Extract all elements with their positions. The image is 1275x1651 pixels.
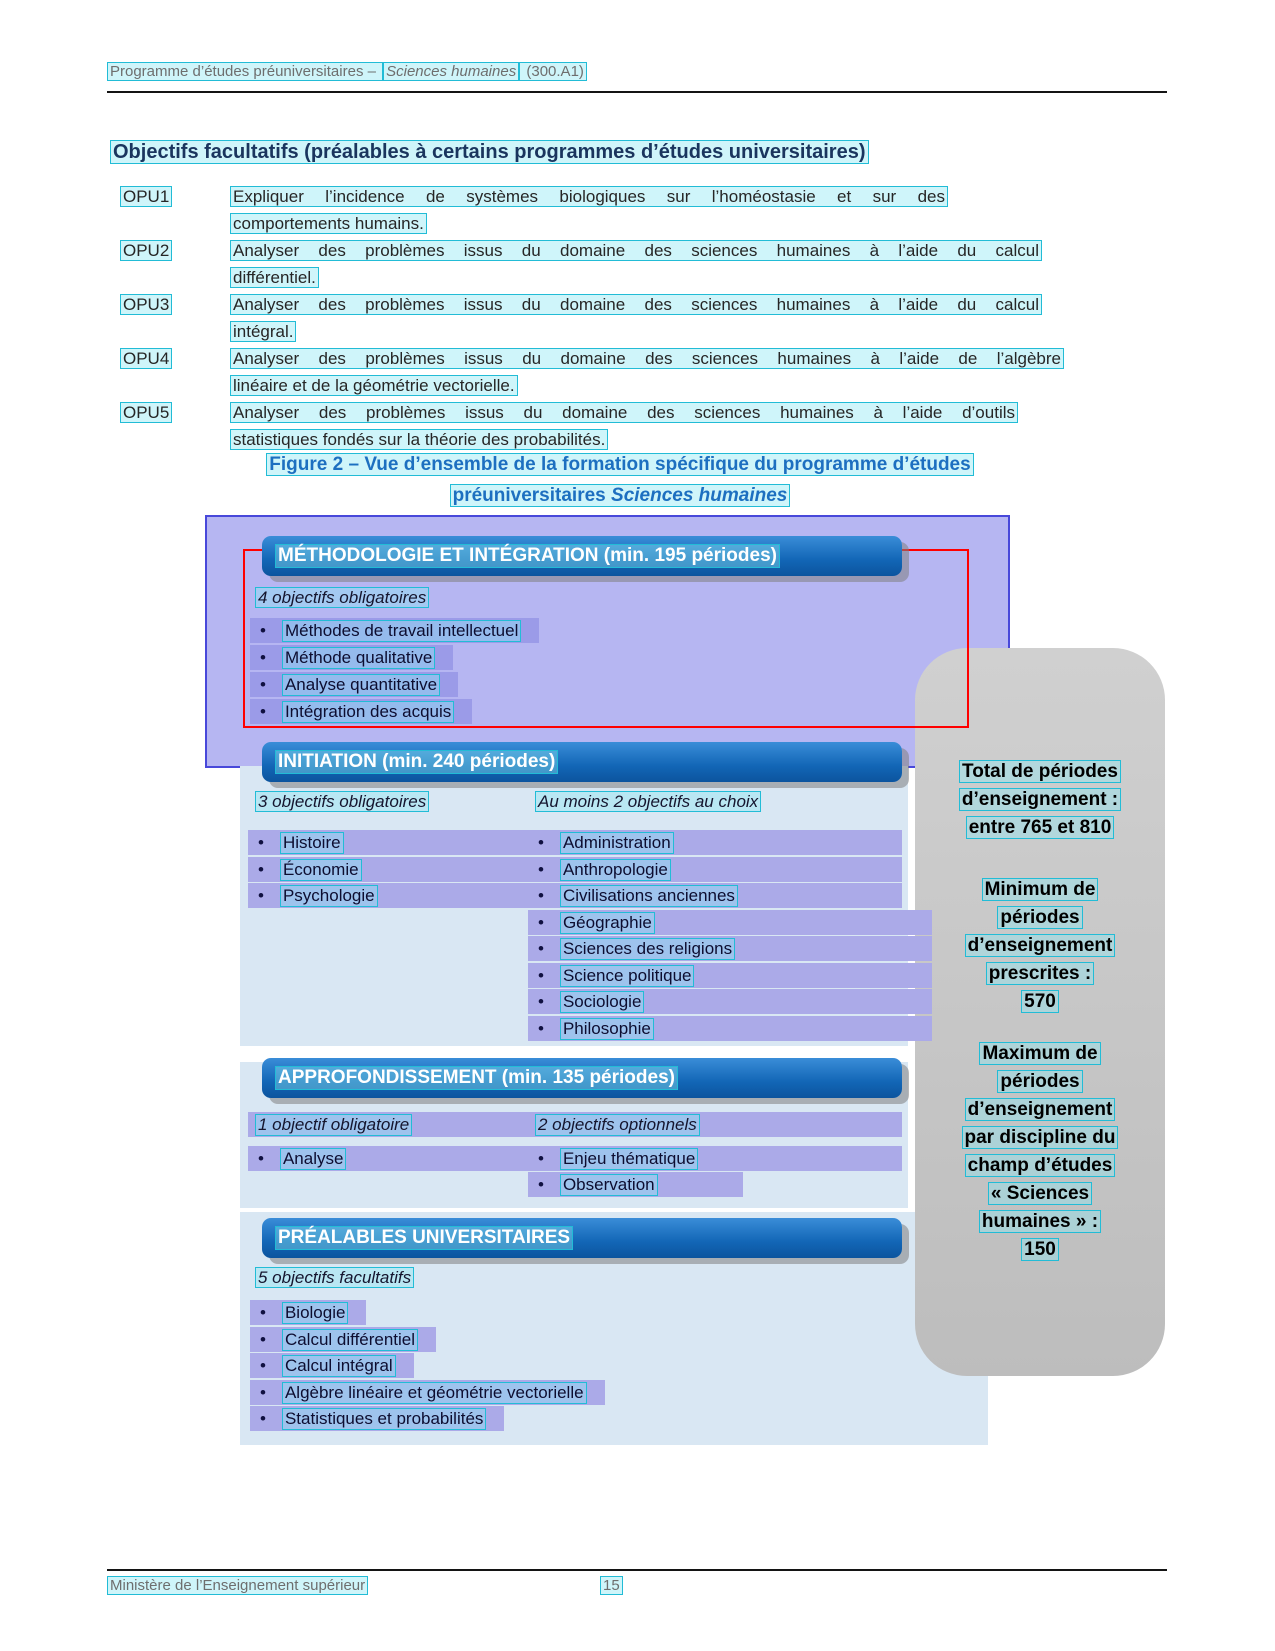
initiation-row: [248, 883, 902, 908]
header-rule: [107, 91, 1167, 93]
objective-code: OPU1: [120, 183, 230, 210]
running-header-prefix: Programme d’études préuniversitaires –: [107, 62, 383, 81]
initiation-row: [248, 857, 902, 882]
bullet-icon: [538, 1149, 544, 1169]
prealables-item: • Calcul différentiel: [250, 1327, 436, 1352]
bullet-icon: [258, 1149, 264, 1169]
initiation-row: [528, 910, 932, 935]
maximum-periods-note: Maximum de périodes d’enseignement par discipline du champ d’études « Sciences humaines » : 150: [920, 1040, 1160, 1264]
initiation-choice-item: • Civilisations anciennes: [538, 883, 738, 908]
initiation-header: INITIATION (min. 240 périodes): [262, 742, 902, 782]
objective-text: Analyser des problèmes issus du domaine des sciences humaines à l’aide d’outils statistiques fondés sur la théorie des probabilités.: [230, 399, 1080, 453]
initiation-obligatory-item: • Psychologie: [258, 883, 378, 908]
bullet-icon: [260, 1356, 266, 1376]
methodologie-item: • Méthodes de travail intellectuel: [250, 618, 539, 643]
bullet-icon: [260, 1383, 266, 1403]
approfondissement-header: APPROFONDISSEMENT (min. 135 périodes): [262, 1058, 902, 1098]
bullet-icon: [258, 886, 264, 906]
initiation-choice-item: • Science politique: [538, 963, 694, 988]
running-header-program-name: Sciences humaines: [383, 62, 519, 81]
bullet-icon: [538, 860, 544, 880]
bullet-icon: [538, 939, 544, 959]
bullet-icon: [538, 833, 544, 853]
initiation-left-column-header: 3 objectifs obligatoires: [255, 792, 429, 812]
prealables-item: • Biologie: [250, 1300, 366, 1325]
initiation-choice-item: • Anthropologie: [538, 857, 671, 882]
figure-caption-program-name: Sciences humaines: [611, 485, 788, 506]
bullet-icon: [538, 992, 544, 1012]
approfondissement-right-column-header: 2 objectifs optionnels: [535, 1112, 700, 1137]
bullet-icon: [260, 1303, 266, 1323]
initiation-obligatory-item: • Économie: [258, 857, 362, 882]
initiation-choice-item: • Sociologie: [538, 989, 644, 1014]
running-header: [107, 63, 587, 80]
objective-item: [120, 399, 1080, 453]
initiation-row: [528, 963, 932, 988]
objective-code: OPU4: [120, 345, 230, 372]
methodologie-header: MÉTHODOLOGIE ET INTÉGRATION (min. 195 périodes): [262, 536, 902, 576]
approfondissement-optional-item: • Observation: [538, 1172, 658, 1197]
approfondissement-left-column-header: 1 objectif obligatoire: [255, 1112, 412, 1137]
initiation-choice-item: • Géographie: [538, 910, 655, 935]
bullet-icon: [260, 702, 266, 722]
bullet-icon: [538, 966, 544, 986]
footer-ministry: Ministère de l’Enseignement supérieur: [107, 1577, 368, 1594]
bullet-icon: [538, 913, 544, 933]
approfondissement-obligatory-item: • Analyse: [258, 1146, 346, 1171]
section-title: Objectifs facultatifs (préalables à certains programmes d’études universitaires): [110, 141, 869, 164]
prealables-item: • Statistiques et probabilités: [250, 1406, 504, 1431]
bullet-icon: [260, 648, 266, 668]
prealables-item: • Calcul intégral: [250, 1353, 414, 1378]
prealables-header: PRÉALABLES UNIVERSITAIRES: [262, 1218, 902, 1258]
bullet-icon: [260, 675, 266, 695]
initiation-row: [248, 830, 902, 855]
objectives-list: [120, 183, 1080, 453]
objective-text: Expliquer l’incidence de systèmes biologiques sur l’homéostasie et sur des comportements humains.: [230, 183, 1080, 237]
methodologie-subtitle: 4 objectifs obligatoires: [255, 588, 429, 608]
initiation-row: [528, 936, 932, 961]
initiation-row: [528, 1016, 932, 1041]
total-periods-note: Total de périodes d’enseignement : entre 765 et 810: [920, 758, 1160, 842]
bullet-icon: [538, 1175, 544, 1195]
initiation-obligatory-item: • Histoire: [258, 830, 344, 855]
page-number: 15: [600, 1577, 623, 1594]
footer-rule: [107, 1569, 1167, 1571]
bullet-icon: [538, 1019, 544, 1039]
methodologie-item: • Analyse quantitative: [250, 672, 458, 697]
prealables-subtitle: 5 objectifs facultatifs: [255, 1268, 414, 1288]
bullet-icon: [260, 1330, 266, 1350]
approfondissement-row: [528, 1172, 743, 1197]
objective-item: [120, 345, 1080, 399]
objective-text: Analyser des problèmes issus du domaine des sciences humaines à l’aide de l’algèbre linéaire et de la géométrie vectorielle.: [230, 345, 1080, 399]
initiation-choice-item: • Administration: [538, 830, 674, 855]
objective-code: OPU2: [120, 237, 230, 264]
figure-caption: Figure 2 – Vue d’ensemble de la formation spécifique du programme d’études préuniversitaires Sciences humaines: [120, 449, 1120, 511]
figure-caption-line2: préuniversitaires Sciences humaines: [450, 484, 791, 507]
approfondissement-column-headers: [248, 1112, 902, 1137]
prealables-item: • Algèbre linéaire et géométrie vectorielle: [250, 1380, 605, 1405]
objective-item: [120, 291, 1080, 345]
bullet-icon: [258, 860, 264, 880]
objective-item: [120, 183, 1080, 237]
bullet-icon: [538, 886, 544, 906]
objective-code: OPU5: [120, 399, 230, 426]
methodologie-item: • Méthode qualitative: [250, 645, 453, 670]
methodologie-item: • Intégration des acquis: [250, 699, 472, 724]
objective-item: [120, 237, 1080, 291]
objective-text: Analyser des problèmes issus du domaine des sciences humaines à l’aide du calcul intégral.: [230, 291, 1080, 345]
initiation-row: [528, 989, 932, 1014]
bullet-icon: [258, 833, 264, 853]
bullet-icon: [260, 621, 266, 641]
bullet-icon: [260, 1409, 266, 1429]
objective-code: OPU3: [120, 291, 230, 318]
initiation-choice-item: • Sciences des religions: [538, 936, 735, 961]
objective-text: Analyser des problèmes issus du domaine des sciences humaines à l’aide du calcul différentiel.: [230, 237, 1080, 291]
approfondissement-optional-item: • Enjeu thématique: [538, 1146, 698, 1171]
initiation-choice-item: • Philosophie: [538, 1016, 654, 1041]
minimum-periods-note: Minimum de périodes d’enseignement prescrites : 570: [920, 876, 1160, 1016]
initiation-right-column-header: Au moins 2 objectifs au choix: [535, 792, 761, 812]
running-header-code: (300.A1): [519, 62, 587, 81]
approfondissement-row: [248, 1146, 902, 1171]
